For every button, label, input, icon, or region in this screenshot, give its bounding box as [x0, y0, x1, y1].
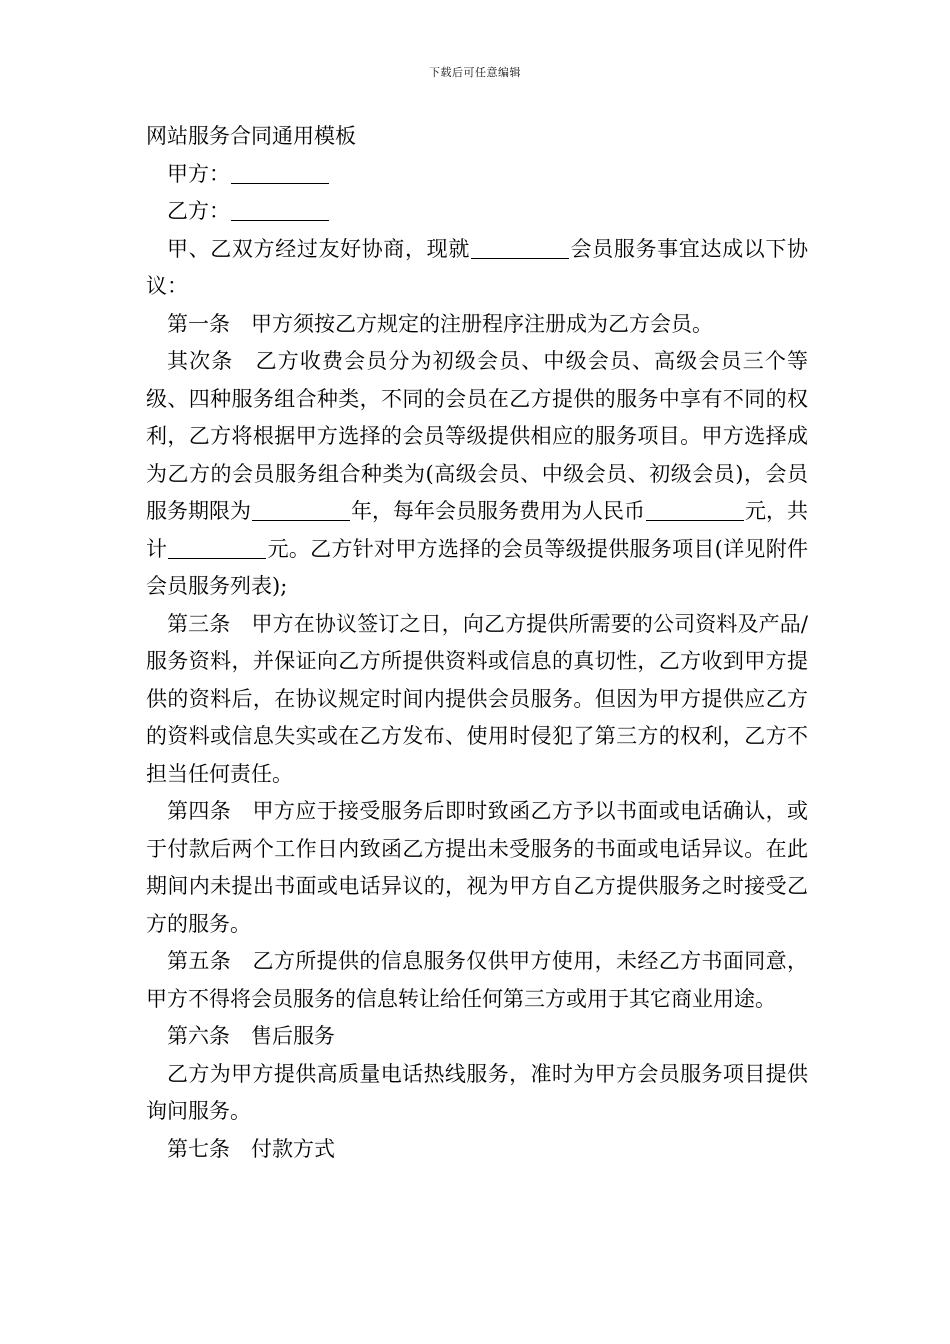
article-7-title: 付款方式: [251, 1136, 335, 1161]
intro-text-2: 会员服务事宜达成以下协议：: [146, 236, 809, 298]
article-2-text-3: 元，共计: [146, 499, 808, 561]
article-6-title: 售后服务: [251, 1024, 335, 1048]
service-years-blank: [252, 498, 350, 521]
page-header-note: 下载后可任意编辑: [429, 66, 521, 79]
article-2: [146, 343, 808, 606]
article-2-text-2: 年，每年会员服务费用为人民币: [351, 499, 645, 523]
article-4: [146, 793, 808, 943]
party-a-blank: [231, 161, 329, 184]
article-6-body: 乙方为甲方提供高质量电话热线服务，准时为甲方会员服务项目提供询问服务。: [146, 1061, 808, 1123]
total-fee-blank: [168, 536, 266, 559]
article-3-text: 甲方在协议签订之日，向乙方提供所需要的公司资料及产品/服务资料，并保证向乙方所提供资料或信息的真切性，乙方收到甲方提供的资料后，在协议规定时间内提供会员服务。但因为甲方提供应乙方的资料或信息失实或在乙方发布、使用时侵犯了第三方的权利，乙方不担当任何责任。: [146, 611, 809, 786]
party-b-line: [146, 193, 808, 231]
annual-fee-blank: [646, 498, 744, 521]
article-2-text-1: 乙方收费会员分为初级会员、中级会员、高级会员三个等级、四种服务组合种类，不同的会员在乙方提供的服务中享有不同的权利，乙方将根据甲方选择的会员等级提供相应的服务项目。甲方选择成为乙方的会员服务组合种类为(高级会员、中级会员、初级会员)，会员服务期限为: [146, 349, 809, 523]
article-1: [146, 306, 808, 344]
article-6-heading: 第六条: [167, 1024, 230, 1048]
party-a-line: [146, 156, 808, 194]
article-4-text: 甲方应于接受服务后即时致函乙方予以书面或电话确认，或于付款后两个工作日内致函乙方提出未受服务的书面或电话异议。在此期间内未提出书面或电话异议的，视为甲方自乙方提供服务之时接受乙方的服务。: [146, 799, 809, 936]
document-title: 网站服务合同通用模板: [146, 124, 356, 148]
article-1-heading: 第一条: [167, 311, 230, 336]
document-body: [146, 118, 808, 1168]
article-5: [146, 943, 808, 1018]
article-3: [146, 606, 808, 794]
article-7-heading-line: [146, 1131, 808, 1169]
party-a-label: 甲方：: [167, 161, 230, 186]
article-3-heading: 第三条: [167, 611, 231, 636]
article-2-heading: 其次条: [167, 349, 234, 373]
article-5-heading: 第五条: [167, 949, 232, 973]
service-subject-blank: [471, 236, 569, 259]
article-5-text: 乙方所提供的信息服务仅供甲方使用，未经乙方书面同意，甲方不得将会员服务的信息转让给任何第三方或用于其它商业用途。: [146, 949, 809, 1011]
intro-paragraph: [146, 231, 808, 306]
article-2-text-4: 元。乙方针对甲方选择的会员等级提供服务项目(详见附件会员服务列表);: [146, 536, 808, 598]
party-b-blank: [231, 198, 329, 221]
party-b-label: 乙方：: [167, 199, 230, 223]
article-6-heading-line: [146, 1018, 808, 1056]
intro-text-1: 甲、乙双方经过友好协商，现就: [167, 236, 470, 261]
article-7-heading: 第七条: [167, 1136, 230, 1161]
article-4-heading: 第四条: [167, 799, 232, 823]
article-1-text: 甲方须按乙方规定的注册程序注册成为乙方会员。: [251, 311, 713, 336]
